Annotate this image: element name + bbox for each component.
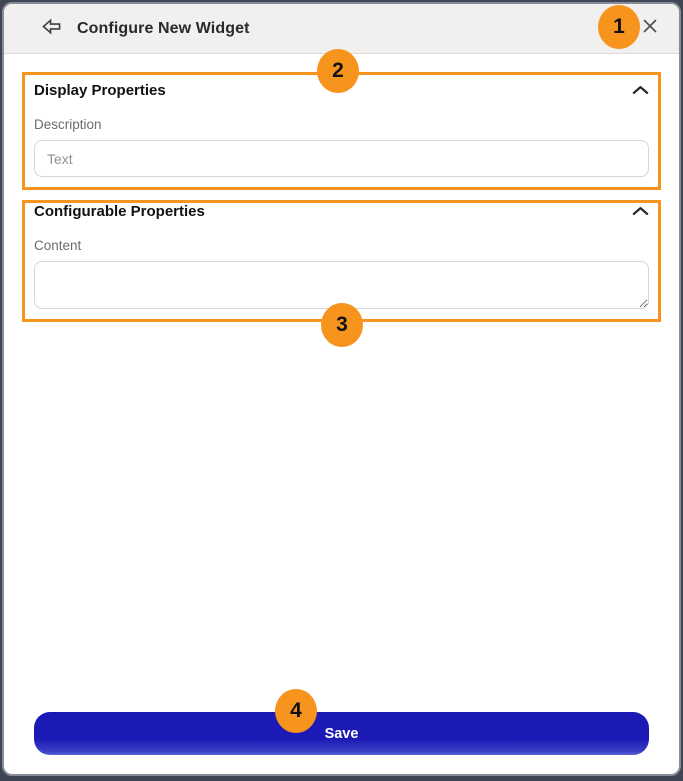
configure-widget-dialog [2, 2, 681, 776]
description-label: Description [34, 117, 102, 132]
close-button[interactable] [635, 14, 665, 44]
chevron-up-icon[interactable] [632, 206, 649, 216]
section-title: Configurable Properties [34, 202, 205, 220]
section-title: Display Properties [34, 81, 166, 99]
annotation-badge-2: 2 [317, 49, 359, 93]
chevron-up-icon[interactable] [632, 85, 649, 95]
section-display-properties [34, 79, 649, 177]
annotation-badge-1: 1 [598, 5, 640, 49]
section-configurable-properties [34, 200, 649, 314]
save-button[interactable]: Save [34, 712, 649, 755]
section-header-display-properties[interactable] [34, 79, 649, 101]
dialog-header [4, 4, 679, 54]
back-button[interactable] [38, 16, 64, 42]
close-icon [640, 16, 660, 41]
content-label: Content [34, 238, 82, 253]
content-textarea[interactable] [34, 261, 649, 309]
dialog-body [4, 79, 679, 314]
annotation-badge-4: 4 [275, 689, 317, 733]
annotation-badge-3: 3 [321, 303, 363, 347]
back-arrow-icon [40, 17, 63, 41]
description-input[interactable] [34, 140, 649, 177]
section-header-configurable-properties[interactable] [34, 200, 649, 222]
dialog-title: Configure New Widget [77, 19, 250, 37]
